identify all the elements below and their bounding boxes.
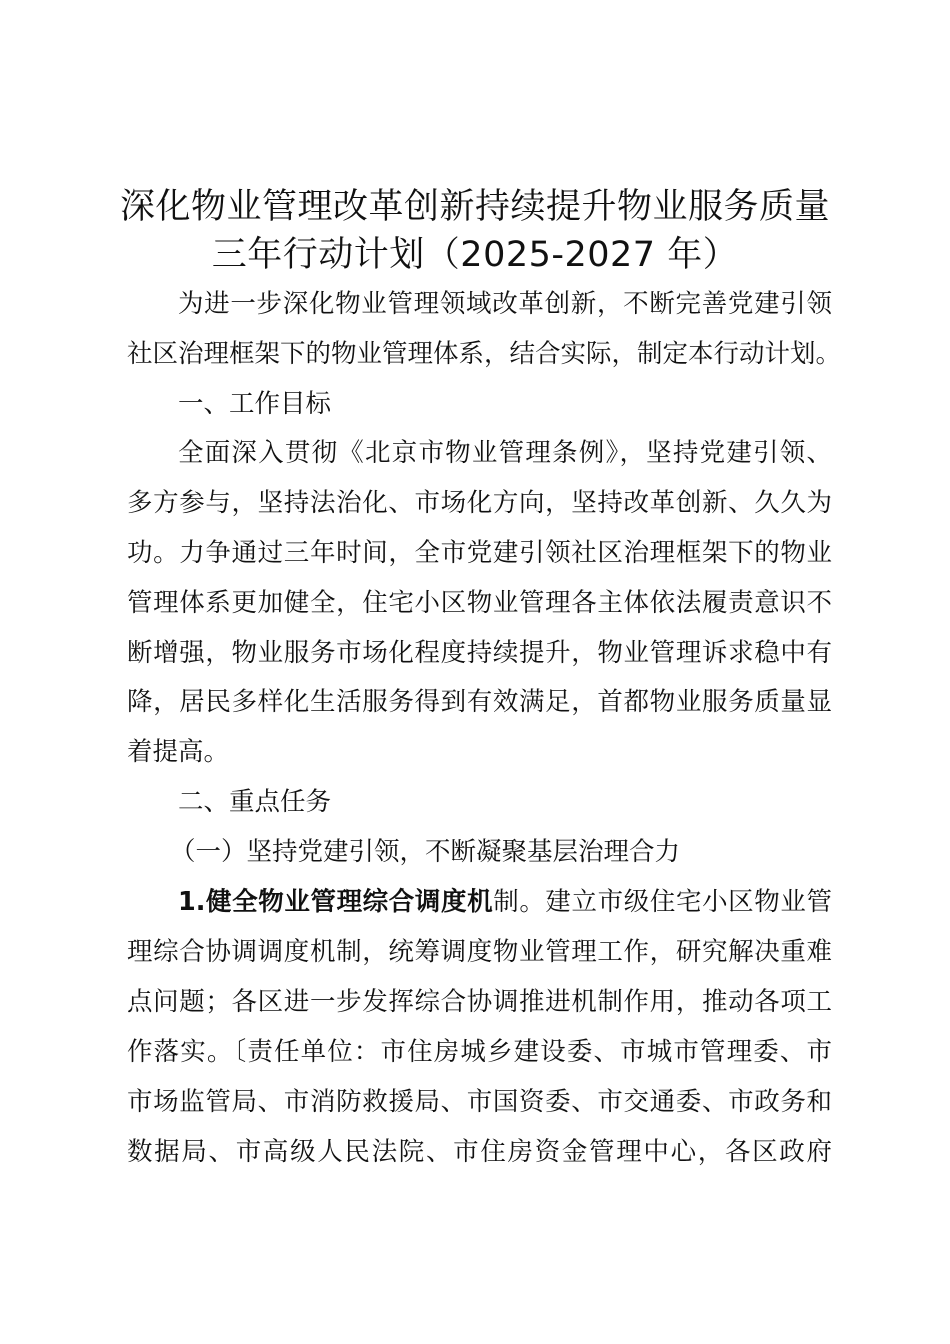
item-1-line-1 [178,882,832,922]
section-1-line-7: 着提高。 [127,737,230,767]
item-1-first-line-rest: 制。建立市级住宅小区物业管 [493,887,832,917]
item-1-line-2: 理综合协调调度机制，统筹调度物业管理工作，研究解决重难 [127,937,832,967]
intro-line-1: 为进一步深化物业管理领域改革创新，不断完善党建引领 [178,289,832,319]
item-1-line-3: 点问题；各区进一步发挥综合协调推进机制作用，推动各项工 [127,987,832,1017]
section-2-heading: 二、重点任务 [178,787,332,817]
section-1-line-1: 全面深入贯彻《北京市物业管理条例》，坚持党建引领、 [178,438,832,468]
section-1-line-3: 功。力争通过三年时间，全市党建引领社区治理框架下的物业 [127,538,832,568]
document-title-line-2: 三年行动计划（2025-2027 年） [211,235,739,275]
section-1-line-6: 降，居民多样化生活服务得到有效满足，首都物业服务质量显 [127,687,832,717]
section-1-heading: 一、工作目标 [178,389,332,419]
subsection-1-heading: （一）坚持党建引领，不断凝聚基层治理合力 [170,837,681,867]
item-1-line-4: 作落实。〔责任单位：市住房城乡建设委、市城市管理委、市 [127,1037,832,1067]
intro-line-2: 社区治理框架下的物业管理体系，结合实际，制定本行动计划。 [127,339,842,369]
section-1-line-2: 多方参与，坚持法治化、市场化方向，坚持改革创新、久久为 [127,488,832,518]
document-title-line-1: 深化物业管理改革创新持续提升物业服务质量 [119,187,830,227]
item-1-bold-lead: 1.健全物业管理综合调度机 [178,887,494,917]
item-1-line-5: 市场监管局、市消防救援局、市国资委、市交通委、市政务和 [127,1087,832,1117]
section-1-line-4: 管理体系更加健全，住宅小区物业管理各主体依法履责意识不 [127,588,832,618]
section-1-line-5: 断增强，物业服务市场化程度持续提升，物业管理诉求稳中有 [127,638,832,668]
item-1-line-6: 数据局、市高级人民法院、市住房资金管理中心，各区政府 [127,1137,832,1167]
